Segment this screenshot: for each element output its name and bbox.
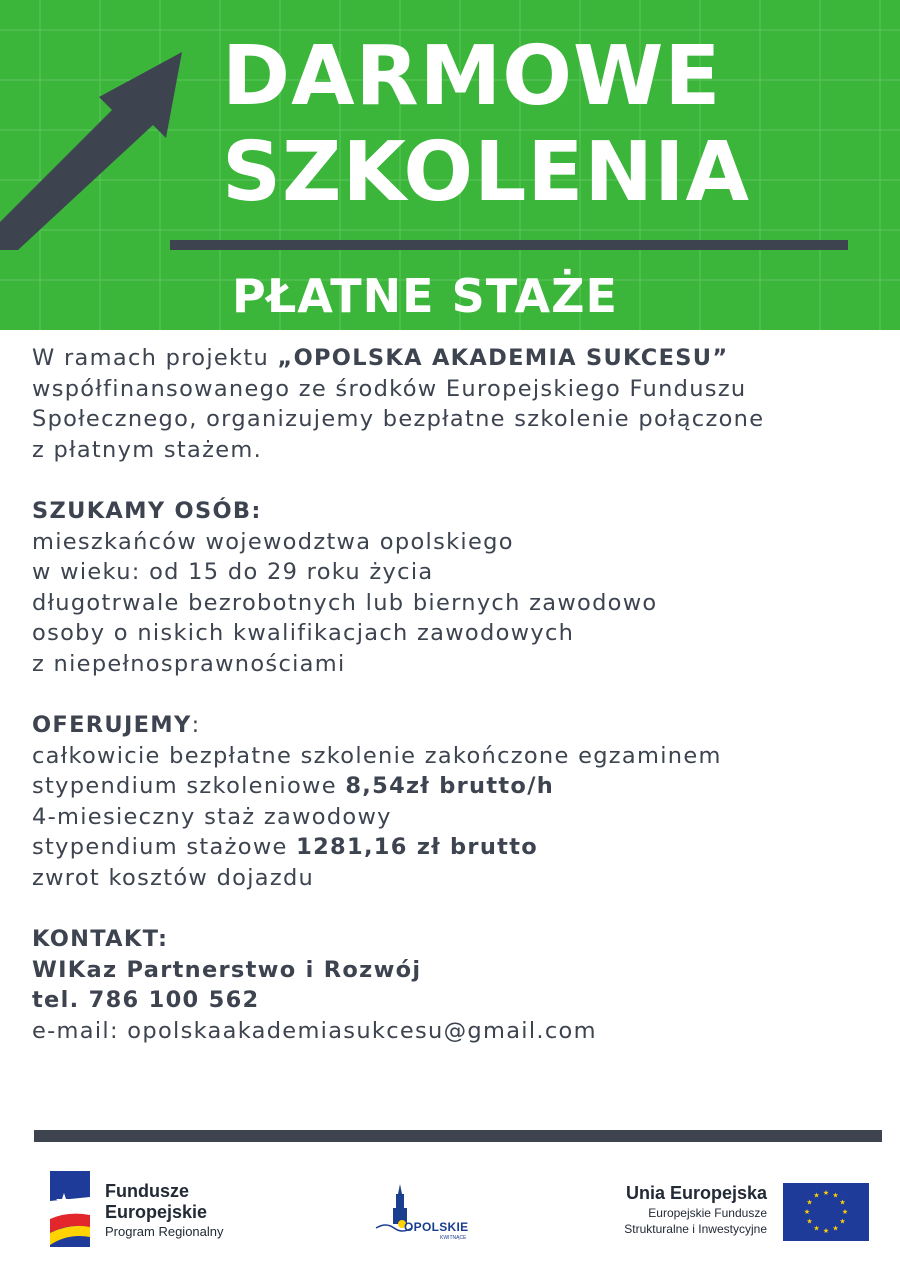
kontakt-email[interactable]: e-mail: opolskaakademiasukcesu@gmail.com (32, 1017, 597, 1044)
szukamy-item: z niepełnosprawnościami (32, 650, 346, 677)
intro-prefix: W ramach projektu (32, 345, 278, 371)
title-line-1: DARMOWE (222, 29, 722, 124)
eu-flag-icon (783, 1183, 869, 1241)
fe-line-3: Program Regionalny (105, 1224, 224, 1239)
intro-line-1 (32, 343, 882, 374)
szukamy-item: mieszkańców wojewodztwa opolskiego (32, 528, 514, 555)
svg-text:★: ★ (806, 1217, 813, 1226)
szukamy-item: osoby o niskich kwalifikacjach zawodowych (32, 620, 575, 646)
intro-line-3: Społecznego, organizujemy bezpłatne szkolenie połączone (32, 406, 765, 432)
stypendium-szkoleniowe-value: 8,54zł brutto/h (345, 773, 555, 799)
kontakt-heading: KONTAKT: (32, 926, 169, 952)
svg-text:★: ★ (839, 1198, 846, 1207)
title-line-2: SZKOLENIA (222, 125, 750, 220)
unia-europejska-text (624, 1181, 767, 1237)
svg-text:★: ★ (806, 1198, 813, 1207)
footer-divider (34, 1130, 882, 1142)
oferujemy-heading-colon: : (191, 712, 201, 738)
svg-text:★: ★ (832, 1224, 839, 1233)
oferujemy-item (32, 832, 882, 863)
oferujemy-item (32, 771, 882, 802)
stypendium-szkoleniowe-label: stypendium szkoleniowe (32, 773, 346, 799)
fundusze-europejskie-logo-icon (50, 1171, 90, 1247)
oferujemy-heading: OFERUJEMY (32, 712, 192, 738)
content (32, 343, 882, 1046)
svg-text:★: ★ (832, 1191, 839, 1200)
fe-line-2: Europejskie (105, 1202, 208, 1222)
opolskie-sub-label: KWITNĄCE (440, 1235, 467, 1241)
arrow-up-right-icon (0, 0, 200, 250)
header-banner (0, 0, 900, 330)
oferujemy-heading-line (32, 710, 882, 741)
header-divider (170, 240, 848, 250)
kontakt-org: WIKaz Partnerstwo i Rozwój (32, 956, 422, 983)
oferujemy-item: zwrot kosztów dojazdu (32, 864, 315, 891)
svg-text:★: ★ (813, 1191, 820, 1200)
intro-line-4: z płatnym stażem. (32, 436, 263, 463)
ue-line-1: Unia Europejska (625, 1183, 767, 1203)
szukamy-item: w wieku: od 15 do 29 roku życia (32, 559, 434, 585)
intro-line-2: współfinansowanego ze środków Europejskiego Funduszu (32, 375, 747, 402)
stypendium-stazowe-value: 1281,16 zł brutto (296, 834, 539, 860)
stypendium-stazowe-label: stypendium stażowe (32, 834, 297, 860)
svg-text:★: ★ (813, 1224, 820, 1233)
szukamy-item: długotrwale bezrobotnych lub biernych zawodowo (32, 589, 658, 616)
svg-text:★: ★ (839, 1217, 846, 1226)
opolskie-label: OPOLSKIE (404, 1220, 469, 1234)
szukamy-heading: SZUKAMY OSÓB: (32, 498, 262, 524)
svg-text:★: ★ (822, 1227, 830, 1235)
svg-text:★: ★ (803, 1208, 811, 1216)
fe-line-1: Fundusze (105, 1181, 189, 1201)
subtitle: PŁATNE STAŻE (232, 269, 618, 323)
ue-line-3: Strukturalne i Inwestycyjne (624, 1222, 767, 1236)
kontakt-phone[interactable]: tel. 786 100 562 (32, 987, 260, 1013)
oferujemy-item: całkowicie bezpłatne szkolenie zakończone egzaminem (32, 742, 722, 769)
fundusze-europejskie-text (105, 1181, 224, 1241)
oferujemy-item: 4-miesieczny staż zawodowy (32, 803, 392, 830)
svg-text:★: ★ (841, 1208, 849, 1216)
ue-line-2: Europejskie Fundusze (648, 1206, 767, 1220)
project-name: „OPOLSKA AKADEMIA SUKCESU” (277, 345, 729, 371)
svg-text:★: ★ (822, 1189, 830, 1197)
